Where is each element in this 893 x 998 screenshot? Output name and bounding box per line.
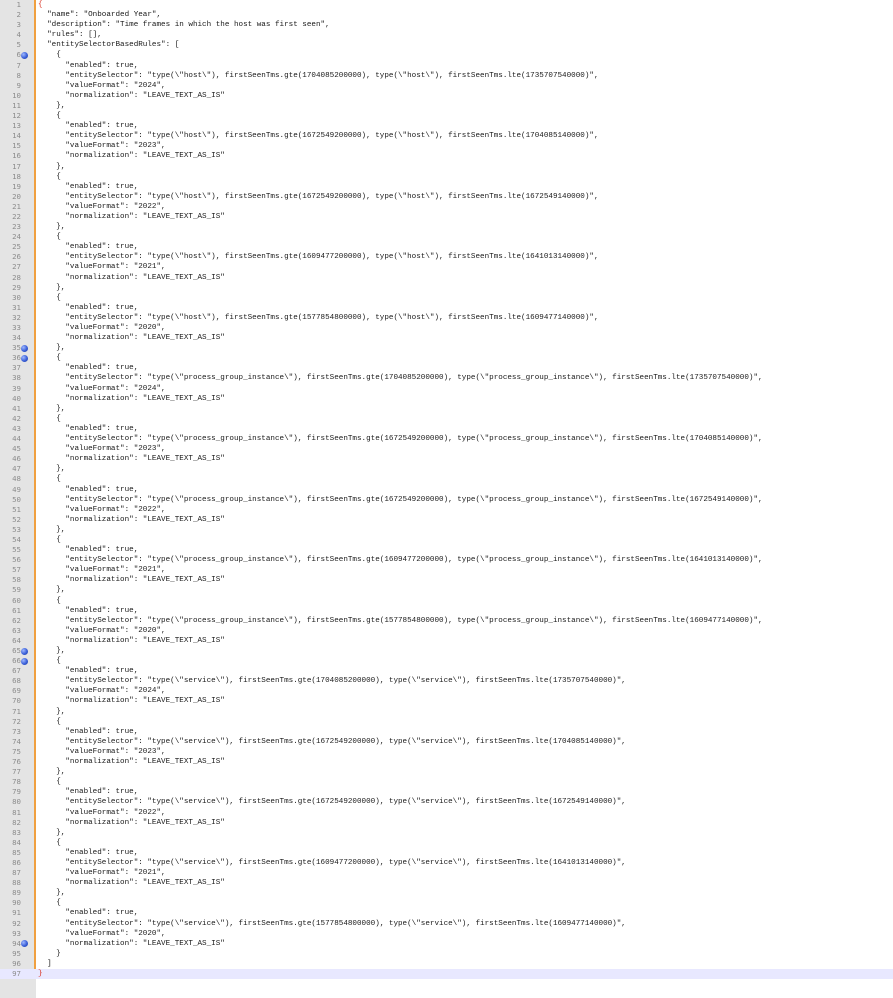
code-line[interactable]: [0, 101, 893, 111]
code-line[interactable]: [0, 777, 893, 787]
line-number: 68: [12, 676, 21, 686]
code-line[interactable]: [0, 535, 893, 545]
line-text: "entitySelector": "type(\"service\"), firstSeenTms.gte(1672549200000), type(\"service\"), firstSeenTms.lte(1672549140000)",: [38, 798, 626, 807]
line-text: "valueFormat": "2023",: [38, 747, 166, 756]
code-line[interactable]: [0, 172, 893, 182]
line-text: "entitySelector": "type(\"service\"), firstSeenTms.gte(1672549200000), type(\"service\"), firstSeenTms.lte(1704085140000)",: [38, 737, 626, 746]
line-number: 90: [12, 898, 21, 908]
line-text: }: [38, 970, 43, 978]
line-text: "entitySelector": "type(\"process_group_instance\"), firstSeenTms.gte(1577854800000), type(\"process_group_instance\"), firstSeenTms.lte(1609477140000)",: [38, 616, 763, 625]
line-text: "enabled": true,: [38, 848, 139, 857]
line-text: "entitySelector": "type(\"process_group_instance\"), firstSeenTms.gte(1672549200000), type(\"process_group_instance\"), firstSeenTms.lte(1672549140000)",: [38, 495, 763, 504]
line-text: "normalization": "LEAVE_TEXT_AS_IS": [38, 879, 225, 888]
line-number: 26: [12, 252, 21, 262]
code-line[interactable]: [0, 61, 893, 71]
line-number: 35: [12, 343, 21, 353]
line-number: 21: [12, 201, 21, 211]
line-text: "valueFormat": "2024",: [38, 687, 166, 696]
code-line[interactable]: [0, 747, 893, 757]
line-text: "enabled": true,: [38, 424, 139, 433]
line-text: "enabled": true,: [38, 122, 139, 131]
line-number: 37: [12, 363, 21, 373]
line-number: 63: [12, 625, 21, 635]
line-text: },: [38, 768, 66, 777]
line-number: 65: [12, 646, 21, 655]
line-text: "valueFormat": "2020",: [38, 626, 166, 635]
code-line[interactable]: [0, 333, 893, 343]
line-number: 36: [12, 353, 21, 363]
code-line[interactable]: [0, 929, 893, 939]
line-number: 87: [12, 868, 21, 878]
code-line[interactable]: [0, 20, 893, 30]
line-text: "entitySelectorBasedRules": [: [38, 41, 180, 50]
line-number: 73: [12, 726, 21, 736]
line-number: 13: [12, 121, 21, 131]
line-text: {: [38, 112, 61, 121]
code-line[interactable]: [0, 495, 893, 505]
line-text: {: [38, 838, 61, 847]
code-line[interactable]: [0, 616, 893, 626]
line-text: "valueFormat": "2022",: [38, 202, 166, 211]
line-text: "enabled": true,: [38, 667, 139, 676]
line-text: {: [38, 293, 61, 302]
code-line[interactable]: [0, 848, 893, 858]
code-line[interactable]: [0, 0, 893, 10]
code-line[interactable]: [0, 525, 893, 535]
line-number: 33: [12, 323, 21, 332]
line-number: 74: [12, 736, 21, 746]
line-number: 29: [12, 282, 21, 292]
code-line[interactable]: [0, 384, 893, 394]
line-text: "normalization": "LEAVE_TEXT_AS_IS": [38, 334, 225, 343]
line-number: 9: [16, 80, 21, 90]
code-line[interactable]: [0, 363, 893, 373]
line-number: 86: [12, 857, 21, 867]
code-line[interactable]: [0, 252, 893, 262]
line-text: },: [38, 586, 66, 595]
line-number: 24: [12, 232, 21, 242]
line-number: 23: [12, 222, 21, 232]
code-line[interactable]: [0, 283, 893, 293]
code-line[interactable]: [0, 707, 893, 717]
line-text: },: [38, 283, 66, 292]
line-number: 42: [12, 413, 21, 423]
code-line[interactable]: [0, 485, 893, 495]
line-number: 85: [12, 847, 21, 857]
code-line[interactable]: [0, 606, 893, 616]
line-text: },: [38, 101, 66, 110]
code-line[interactable]: [0, 505, 893, 515]
line-number: 92: [12, 918, 21, 928]
code-line[interactable]: [0, 575, 893, 585]
code-line[interactable]: [0, 545, 893, 555]
line-number: 88: [12, 878, 21, 888]
code-line[interactable]: [0, 131, 893, 141]
line-text: "valueFormat": "2021",: [38, 263, 166, 272]
line-text: },: [38, 404, 66, 413]
line-text: "valueFormat": "2022",: [38, 505, 166, 514]
line-number: 84: [12, 837, 21, 847]
line-number: 95: [12, 948, 21, 958]
line-number: 52: [12, 514, 21, 524]
code-line[interactable]: [0, 434, 893, 444]
line-text: "normalization": "LEAVE_TEXT_AS_IS": [38, 576, 225, 585]
line-number: 28: [12, 272, 21, 282]
code-line[interactable]: [0, 373, 893, 383]
line-number: 55: [12, 545, 21, 555]
line-text: {: [38, 172, 61, 181]
bookmark-icon[interactable]: [21, 648, 28, 655]
code-line[interactable]: [0, 394, 893, 404]
line-number: 61: [12, 605, 21, 615]
code-line[interactable]: [0, 182, 893, 192]
line-text: "valueFormat": "2021",: [38, 566, 166, 575]
line-text: "valueFormat": "2020",: [38, 929, 166, 938]
code-line[interactable]: [0, 464, 893, 474]
code-line[interactable]: [0, 414, 893, 424]
line-number: 4: [16, 30, 21, 40]
line-text: "valueFormat": "2023",: [38, 445, 166, 454]
line-text: "normalization": "LEAVE_TEXT_AS_IS": [38, 697, 225, 706]
line-number: 3: [16, 20, 21, 30]
line-number: 58: [12, 575, 21, 585]
line-text: "enabled": true,: [38, 485, 139, 494]
line-text: ]: [38, 959, 52, 968]
code-line[interactable]: [0, 636, 893, 646]
line-text: }: [38, 949, 61, 958]
code-line[interactable]: [0, 242, 893, 252]
code-line[interactable]: [0, 757, 893, 767]
code-line[interactable]: [0, 40, 893, 50]
line-number: 38: [12, 373, 21, 383]
line-text: {: [38, 657, 61, 666]
code-line[interactable]: [0, 878, 893, 888]
bookmark-icon[interactable]: [21, 345, 28, 352]
line-number: 7: [16, 60, 21, 70]
code-line[interactable]: [0, 717, 893, 727]
code-line[interactable]: [0, 454, 893, 464]
line-text: "enabled": true,: [38, 909, 139, 918]
line-number: 1: [16, 0, 21, 9]
code-line[interactable]: [0, 626, 893, 636]
code-line[interactable]: [0, 868, 893, 878]
line-text: },: [38, 889, 66, 898]
line-number: 19: [12, 181, 21, 191]
line-text: "normalization": "LEAVE_TEXT_AS_IS": [38, 152, 225, 161]
line-text: },: [38, 344, 66, 353]
line-number: 18: [12, 171, 21, 181]
line-text: },: [38, 707, 66, 716]
line-text: {: [38, 233, 61, 242]
line-number: 78: [12, 777, 21, 787]
line-text: "normalization": "LEAVE_TEXT_AS_IS": [38, 636, 225, 645]
line-text: "valueFormat": "2021",: [38, 869, 166, 878]
line-text: "entitySelector": "type(\"process_group_instance\"), firstSeenTms.gte(1672549200000), type(\"process_group_instance\"), firstSeenTms.lte(1704085140000)",: [38, 435, 763, 444]
line-number: 72: [12, 716, 21, 726]
line-number: 53: [12, 524, 21, 534]
line-number: 79: [12, 787, 21, 797]
code-line[interactable]: [0, 959, 893, 969]
line-text: "valueFormat": "2022",: [38, 808, 166, 817]
code-line[interactable]: [0, 727, 893, 737]
line-text: "entitySelector": "type(\"service\"), firstSeenTms.gte(1704085200000), type(\"service\"), firstSeenTms.lte(1735707540000)",: [38, 677, 626, 686]
line-number: 80: [12, 797, 21, 807]
line-number: 6: [16, 50, 21, 60]
code-line[interactable]: [0, 686, 893, 696]
line-number: 77: [12, 767, 21, 777]
line-text: {: [38, 1, 43, 9]
line-number: 10: [12, 90, 21, 100]
line-text: "entitySelector": "type(\"process_group_instance\"), firstSeenTms.gte(1704085200000), type(\"process_group_instance\"), firstSeenTms.lte(1735707540000)",: [38, 374, 763, 383]
line-number: 96: [12, 958, 21, 968]
code-line[interactable]: [0, 787, 893, 797]
line-text: "normalization": "LEAVE_TEXT_AS_IS": [38, 818, 225, 827]
code-line[interactable]: [0, 111, 893, 121]
code-line[interactable]: [0, 404, 893, 414]
line-number: 40: [12, 393, 21, 403]
line-number: 5: [16, 40, 21, 50]
line-text: "entitySelector": "type(\"process_group_instance\"), firstSeenTms.gte(1609477200000), type(\"process_group_instance\"), firstSeenTms.lte(1641013140000)",: [38, 556, 763, 565]
line-text: "enabled": true,: [38, 303, 139, 312]
code-line[interactable]: [0, 676, 893, 686]
code-line[interactable]: [0, 424, 893, 434]
code-line[interactable]: [0, 919, 893, 929]
code-line[interactable]: [0, 585, 893, 595]
line-text: {: [38, 51, 61, 60]
code-line[interactable]: [0, 30, 893, 40]
line-number: 57: [12, 565, 21, 575]
line-number: 76: [12, 757, 21, 767]
line-number: 75: [12, 746, 21, 756]
line-text: {: [38, 717, 61, 726]
code-line[interactable]: [0, 262, 893, 272]
line-text: "rules": [],: [38, 31, 102, 40]
code-line[interactable]: [0, 797, 893, 807]
line-text: "enabled": true,: [38, 546, 139, 555]
code-line[interactable]: [0, 767, 893, 777]
line-text: {: [38, 475, 61, 484]
line-number: 47: [12, 464, 21, 474]
line-number: 20: [12, 191, 21, 201]
line-text: {: [38, 596, 61, 605]
code-line[interactable]: [0, 81, 893, 91]
line-text: "normalization": "LEAVE_TEXT_AS_IS": [38, 394, 225, 403]
code-line[interactable]: [0, 949, 893, 959]
line-text: },: [38, 162, 66, 171]
line-text: "enabled": true,: [38, 243, 139, 252]
code-line[interactable]: [0, 10, 893, 20]
code-line[interactable]: [0, 151, 893, 161]
code-line[interactable]: [0, 969, 893, 979]
code-line[interactable]: [0, 555, 893, 565]
code-line[interactable]: [0, 91, 893, 101]
line-number: 60: [12, 595, 21, 605]
line-number: 34: [12, 333, 21, 343]
line-number: 17: [12, 161, 21, 171]
line-number: 70: [12, 696, 21, 706]
line-number: 93: [12, 928, 21, 938]
line-text: },: [38, 525, 66, 534]
line-number: 39: [12, 383, 21, 393]
code-line[interactable]: [0, 121, 893, 131]
code-line[interactable]: [0, 71, 893, 81]
code-line[interactable]: [0, 908, 893, 918]
line-number: 45: [12, 444, 21, 454]
line-text: {: [38, 778, 61, 787]
line-text: "normalization": "LEAVE_TEXT_AS_IS": [38, 273, 225, 282]
code-line[interactable]: [0, 353, 893, 363]
line-number: 49: [12, 484, 21, 494]
line-number: 11: [12, 100, 21, 110]
code-line[interactable]: [0, 222, 893, 232]
line-number: 16: [12, 151, 21, 161]
code-line[interactable]: [0, 293, 893, 303]
line-number: 15: [12, 141, 21, 151]
code-line[interactable]: [0, 474, 893, 484]
line-text: "enabled": true,: [38, 182, 139, 191]
code-line[interactable]: [0, 828, 893, 838]
code-line[interactable]: [0, 656, 893, 666]
code-line[interactable]: [0, 162, 893, 172]
code-line[interactable]: [0, 192, 893, 202]
code-line[interactable]: [0, 818, 893, 828]
line-number: 12: [12, 111, 21, 121]
line-text: "normalization": "LEAVE_TEXT_AS_IS": [38, 758, 225, 767]
code-line[interactable]: [0, 141, 893, 151]
code-line[interactable]: [0, 666, 893, 676]
line-number: 14: [12, 131, 21, 141]
line-text: {: [38, 414, 61, 423]
code-line[interactable]: [0, 565, 893, 575]
line-number: 91: [12, 908, 21, 918]
line-number: 59: [12, 585, 21, 595]
line-text: {: [38, 354, 61, 363]
line-text: "normalization": "LEAVE_TEXT_AS_IS": [38, 91, 225, 100]
line-text: "entitySelector": "type(\"host\"), firstSeenTms.gte(1609477200000), type(\"host\"), firstSeenTms.lte(1641013140000)",: [38, 253, 599, 262]
code-line[interactable]: [0, 696, 893, 706]
bookmark-icon[interactable]: [21, 355, 28, 362]
code-line[interactable]: [0, 858, 893, 868]
line-number: 62: [12, 615, 21, 625]
line-text: },: [38, 647, 66, 655]
line-text: "normalization": "LEAVE_TEXT_AS_IS": [38, 212, 225, 221]
line-number: 8: [16, 70, 21, 80]
line-text: "enabled": true,: [38, 727, 139, 736]
line-number: 43: [12, 423, 21, 433]
line-number: 81: [12, 807, 21, 817]
code-line[interactable]: [0, 273, 893, 283]
code-line[interactable]: [0, 838, 893, 848]
line-number: 44: [12, 434, 21, 444]
line-text: "entitySelector": "type(\"host\"), firstSeenTms.gte(1704085200000), type(\"host\"), firstSeenTms.lte(1735707540000)",: [38, 71, 599, 80]
line-text: },: [38, 223, 66, 232]
code-line[interactable]: [0, 808, 893, 818]
line-text: "entitySelector": "type(\"service\"), firstSeenTms.gte(1609477200000), type(\"service\"), firstSeenTms.lte(1641013140000)",: [38, 858, 626, 867]
code-line[interactable]: [0, 737, 893, 747]
line-text: "name": "Onboarded Year",: [38, 11, 162, 20]
code-line[interactable]: [0, 232, 893, 242]
code-line[interactable]: [0, 212, 893, 222]
line-number: 71: [12, 706, 21, 716]
code-line[interactable]: [0, 50, 893, 60]
line-number: 51: [12, 504, 21, 514]
code-line[interactable]: [0, 646, 893, 656]
line-text: "enabled": true,: [38, 61, 139, 70]
line-text: "valueFormat": "2024",: [38, 81, 166, 90]
bookmark-icon[interactable]: [21, 940, 28, 947]
line-text: "normalization": "LEAVE_TEXT_AS_IS": [38, 515, 225, 524]
line-number: 48: [12, 474, 21, 484]
code-line[interactable]: [0, 898, 893, 908]
line-number: 66: [12, 656, 21, 666]
code-line[interactable]: [0, 444, 893, 454]
line-number: 50: [12, 494, 21, 504]
line-text: "enabled": true,: [38, 364, 139, 373]
line-text: "valueFormat": "2020",: [38, 324, 166, 332]
line-text: "enabled": true,: [38, 788, 139, 797]
line-number: 67: [12, 666, 21, 676]
line-text: "valueFormat": "2023",: [38, 142, 166, 151]
line-text: "entitySelector": "type(\"host\"), firstSeenTms.gte(1577854800000), type(\"host\"), firstSeenTms.lte(1609477140000)",: [38, 313, 599, 322]
code-line[interactable]: [0, 303, 893, 313]
line-text: {: [38, 899, 61, 908]
line-text: {: [38, 535, 61, 544]
code-line[interactable]: [0, 313, 893, 323]
line-number: 22: [12, 211, 21, 221]
code-line[interactable]: [0, 515, 893, 525]
line-number: 25: [12, 242, 21, 252]
line-text: "valueFormat": "2024",: [38, 384, 166, 393]
bookmark-icon[interactable]: [21, 658, 28, 665]
line-number: 54: [12, 534, 21, 544]
code-line[interactable]: [0, 202, 893, 212]
line-number: 82: [12, 817, 21, 827]
line-number: 41: [12, 403, 21, 413]
line-text: "enabled": true,: [38, 606, 139, 615]
line-text: },: [38, 828, 66, 837]
line-number: 56: [12, 555, 21, 565]
line-number: 69: [12, 686, 21, 696]
line-text: "normalization": "LEAVE_TEXT_AS_IS": [38, 939, 225, 948]
line-text: "normalization": "LEAVE_TEXT_AS_IS": [38, 455, 225, 464]
line-text: "description": "Time frames in which the host was first seen",: [38, 21, 330, 30]
line-number: 31: [12, 302, 21, 312]
line-number: 30: [12, 292, 21, 302]
bookmark-icon[interactable]: [21, 52, 28, 59]
line-number: 46: [12, 454, 21, 464]
line-text: "entitySelector": "type(\"host\"), firstSeenTms.gte(1672549200000), type(\"host\"), firstSeenTms.lte(1704085140000)",: [38, 132, 599, 141]
code-line[interactable]: [0, 939, 893, 949]
code-line[interactable]: [0, 888, 893, 898]
line-number: 83: [12, 827, 21, 837]
code-line[interactable]: [0, 323, 893, 333]
line-text: },: [38, 465, 66, 474]
line-number: 94: [12, 938, 21, 948]
code-line[interactable]: [0, 596, 893, 606]
line-number: 32: [12, 312, 21, 322]
line-number: 89: [12, 888, 21, 898]
line-number: 97: [12, 969, 21, 978]
line-number: 64: [12, 635, 21, 645]
line-number: 27: [12, 262, 21, 272]
line-text: "entitySelector": "type(\"host\"), firstSeenTms.gte(1672549200000), type(\"host\"), firstSeenTms.lte(1672549140000)",: [38, 192, 599, 201]
line-text: "entitySelector": "type(\"service\"), firstSeenTms.gte(1577854800000), type(\"service\"), firstSeenTms.lte(1609477140000)",: [38, 919, 626, 928]
line-number: 2: [16, 10, 21, 20]
code-line[interactable]: [0, 343, 893, 353]
